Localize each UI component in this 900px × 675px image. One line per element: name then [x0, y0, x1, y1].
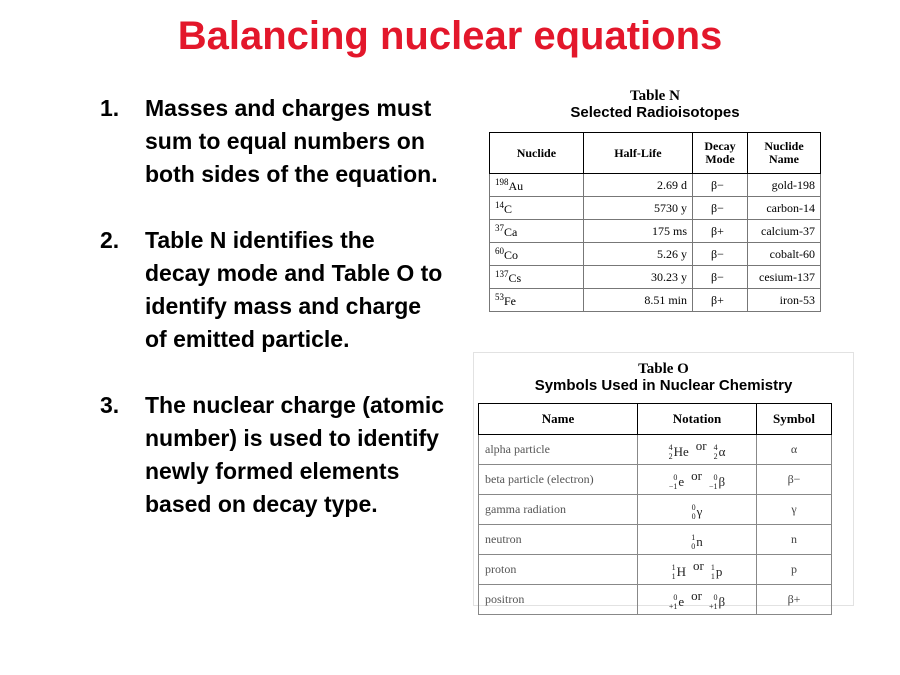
nuclear-notation: [669, 473, 684, 491]
mass-index: 4: [713, 443, 718, 452]
notation-indices: [714, 443, 718, 461]
element-symbol: Au: [508, 178, 524, 193]
table-n-title: Table N: [630, 88, 680, 104]
notation-symbol: γ: [696, 504, 703, 519]
charge-index: 0: [691, 512, 696, 521]
mass-number: 37: [495, 222, 504, 233]
symbol-cell: p: [757, 555, 832, 585]
slide-title: Balancing nuclear equations: [177, 14, 723, 58]
table-row: [479, 495, 832, 525]
mass-index: 1: [671, 563, 676, 572]
notation-indices: [709, 593, 718, 611]
symbol-cell: n: [757, 525, 832, 555]
half-life-cell: 5.26 y: [583, 243, 692, 266]
mass-index: 1: [710, 563, 715, 572]
notation-indices: [672, 563, 676, 581]
mass-index: 1: [691, 533, 696, 542]
nuclide-name-cell: gold-198: [748, 174, 821, 197]
nuclide-name-cell: calcium-37: [748, 220, 821, 243]
notation-cell: [638, 495, 757, 525]
notation-cell: [638, 585, 757, 615]
table-row: [479, 465, 832, 495]
charge-index: 1: [671, 572, 676, 581]
particle-name-cell: beta particle (electron): [479, 465, 638, 495]
particle-name-cell: proton: [479, 555, 638, 585]
table-row: [479, 585, 832, 615]
nuclear-notation: [669, 443, 689, 461]
nuclear-notation: [711, 563, 723, 581]
notation-symbol: p: [715, 564, 723, 579]
notation-cell: [638, 525, 757, 555]
notation-indices: [709, 473, 718, 491]
col-half-life: Half-Life: [583, 133, 692, 174]
point-item: [100, 92, 445, 191]
notation-indices: [669, 443, 673, 461]
notation-symbol: β: [718, 474, 726, 489]
table-row: [479, 555, 832, 585]
table-row: [490, 289, 821, 312]
col-symbol: Symbol: [757, 404, 832, 435]
charge-index: −1: [709, 482, 718, 491]
notation-symbol: α: [718, 444, 726, 459]
table-n-subtitle: Selected Radioisotopes: [570, 104, 740, 121]
table-row: [479, 525, 832, 555]
mass-index: 0: [713, 473, 718, 482]
element-symbol: C: [504, 201, 513, 216]
table-n: [489, 132, 821, 312]
symbol-cell: α: [757, 435, 832, 465]
table-row: [479, 435, 832, 465]
point-text: The nuclear charge (atomic number) is used to identify newly formed elements based on decay type.: [145, 392, 445, 517]
half-life-cell: 30.23 y: [583, 266, 692, 289]
table-o-image: [473, 352, 854, 611]
nuclear-notation: [669, 593, 684, 611]
nuclear-notation: [691, 533, 703, 551]
nuclide-name-cell: iron-53: [748, 289, 821, 312]
notation-indices: [669, 593, 678, 611]
point-number: 3.: [100, 392, 120, 418]
table-row: [490, 197, 821, 220]
col-name: Name: [479, 404, 638, 435]
decay-mode-cell: β−: [693, 243, 748, 266]
nuclide-name-cell: cobalt-60: [748, 243, 821, 266]
charge-index: 1: [710, 572, 715, 581]
symbol-cell: β+: [757, 585, 832, 615]
mass-number: 198: [495, 176, 509, 187]
notation-symbol: He: [673, 444, 689, 459]
table-o-subtitle: Symbols Used in Nuclear Chemistry: [534, 377, 793, 394]
symbol-cell: γ: [757, 495, 832, 525]
nuclide-cell: [490, 220, 584, 243]
element-symbol: Fe: [504, 293, 516, 308]
decay-mode-cell: β−: [693, 174, 748, 197]
point-text: Table N identifies the decay mode and Table O to identify mass and charge of emitted particle.: [145, 227, 443, 352]
or-text: or: [693, 558, 704, 573]
notation-symbol: β: [718, 594, 726, 609]
table-row: [490, 243, 821, 266]
mass-index: 0: [713, 593, 718, 602]
table-header-row: [479, 404, 832, 435]
nuclear-notation: [709, 473, 725, 491]
point-item: [100, 389, 445, 521]
half-life-cell: 5730 y: [583, 197, 692, 220]
nuclear-notation: [709, 593, 725, 611]
col-decay-mode: Decay Mode: [693, 133, 748, 174]
charge-index: 2: [713, 452, 718, 461]
notation-cell: [638, 555, 757, 585]
notation-cell: [638, 435, 757, 465]
notation-symbol: H: [676, 564, 687, 579]
point-item: [100, 224, 445, 356]
nuclear-notation: [672, 563, 686, 581]
points-list: [100, 92, 445, 554]
symbol-cell: β−: [757, 465, 832, 495]
nuclide-name-cell: carbon-14: [748, 197, 821, 220]
notation-cell: [638, 465, 757, 495]
charge-index: −1: [668, 482, 678, 491]
charge-index: 0: [691, 542, 696, 551]
charge-index: +1: [668, 602, 678, 611]
element-symbol: Ca: [504, 224, 518, 239]
notation-symbol: e: [678, 594, 685, 609]
mass-index: 0: [673, 593, 678, 602]
nuclide-name-cell: cesium-137: [748, 266, 821, 289]
notation-symbol: e: [678, 474, 685, 489]
col-notation: Notation: [638, 404, 757, 435]
nuclear-notation: [714, 443, 726, 461]
mass-number: 53: [495, 291, 504, 302]
table-o: [478, 403, 832, 615]
nuclide-cell: [490, 289, 584, 312]
notation-indices: [669, 473, 678, 491]
nuclide-cell: [490, 174, 584, 197]
charge-index: +1: [709, 602, 718, 611]
half-life-cell: 8.51 min: [583, 289, 692, 312]
nuclide-cell: [490, 243, 584, 266]
table-o-title: Table O: [638, 361, 689, 377]
table-row: [490, 266, 821, 289]
nuclide-cell: [490, 266, 584, 289]
notation-indices: [692, 503, 696, 521]
table-n-image: [480, 88, 830, 313]
or-text: or: [691, 468, 702, 483]
nuclear-notation: [692, 503, 703, 521]
table-header-row: [490, 133, 821, 174]
mass-number: 60: [495, 245, 504, 256]
point-number: 2.: [100, 227, 120, 253]
point-number: 1.: [100, 95, 120, 121]
particle-name-cell: alpha particle: [479, 435, 638, 465]
charge-index: 2: [668, 452, 673, 461]
or-text: or: [695, 438, 707, 453]
decay-mode-cell: β−: [693, 197, 748, 220]
mass-number: 137: [495, 268, 509, 279]
point-text: Masses and charges must sum to equal numbers on both sides of the equation.: [145, 95, 438, 187]
col-nuclide-name: Nuclide Name: [748, 133, 821, 174]
decay-mode-cell: β+: [693, 289, 748, 312]
mass-index: 4: [668, 443, 673, 452]
particle-name-cell: gamma radiation: [479, 495, 638, 525]
mass-index: 0: [673, 473, 678, 482]
col-nuclide: Nuclide: [490, 133, 584, 174]
half-life-cell: 175 ms: [583, 220, 692, 243]
table-row: [490, 220, 821, 243]
particle-name-cell: neutron: [479, 525, 638, 555]
half-life-cell: 2.69 d: [583, 174, 692, 197]
notation-indices: [711, 563, 715, 581]
particle-name-cell: positron: [479, 585, 638, 615]
decay-mode-cell: β+: [693, 220, 748, 243]
mass-index: 0: [691, 503, 696, 512]
table-row: [490, 174, 821, 197]
element-symbol: Co: [504, 247, 519, 262]
notation-indices: [691, 533, 695, 551]
mass-number: 14: [495, 199, 504, 210]
element-symbol: Cs: [508, 270, 522, 285]
or-text: or: [691, 588, 702, 603]
decay-mode-cell: β−: [693, 266, 748, 289]
notation-symbol: n: [696, 534, 703, 549]
nuclide-cell: [490, 197, 584, 220]
